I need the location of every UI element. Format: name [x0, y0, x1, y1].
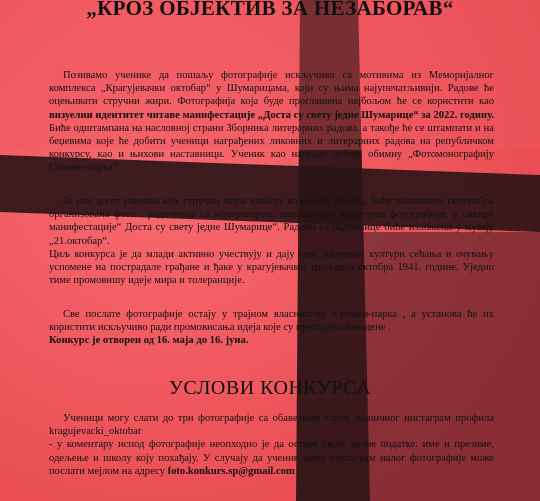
contest-dates: Конкурс је отворен од 16. маја до 16. јуна.: [49, 335, 249, 347]
paragraph-conditions: [49, 412, 494, 478]
section-title-conditions: УСЛОВИ КОНКУРСА: [168, 377, 372, 399]
ownership-text: Све послате фотографије остају у трајном власништву Спомен-парка , а установа ће их користити искључиво ради промовисања идеја које су претходно наведене .: [49, 309, 494, 334]
paragraph-ownership: [49, 308, 494, 348]
intro-text-1: Позивамо ученике да пошаљу фотографије искључиво са мотивима из Меморијалног комплекса „Крагујевачки октобар“ у Шумарицама, који су њима најупечатљивији. Радове ће оцењивати стручни жири. Фотографија која буде проглашена најбољом ће се користити као: [49, 70, 494, 108]
poster-title: „КРОЗ ОБЈЕКТИВ ЗА НЕЗАБОРАВ“: [86, 0, 454, 20]
paragraph-intro: [49, 69, 494, 175]
intro-text-2: Биће одштампана на насловној страни Зборника литерарних радова, а такође ће се штампати и на беџевима које ће добити ученици награђених ликовних и литерарних радова на републичком конкурсу, као и њихови наставници. Ученик као награду добија обимну „Фотомонографију Спомен-парка“.: [49, 122, 494, 174]
conditions-text-1: Ученици могу слати до три фотографије са обавезним тагом званичног инстаграм профила kragujevacki_oktobar: [49, 413, 494, 438]
intro-bold-text: визуелни идентитет читаве манифестације „Доста су свету једне Шумарице“ за 2022. годину.: [49, 109, 494, 121]
goal-text: Циљ конкурса је да млади активно учествују и дају свој допринос култури сећања и очувању успомене на пострадале грађане и ђаке у крагујевачкој трагедији октобра 1941. године. Уједно тиме промовишу идеје мира и толеранције.: [49, 248, 494, 287]
workshop-text: За још десет ученика које стручни жири изабере на основу радова, биће половином септембра организована фото - радионица са модератором, еминентним мајстором фотографије, у оквиру манифестације“ Доста су свету једне Шумарице“. Радови са радионице биће изложени у музеју „21.октобар“.: [49, 196, 494, 247]
contact-email[interactable]: foto.konkurs.sp@gmail.com: [167, 465, 295, 477]
paragraph-workshop: [49, 195, 494, 287]
conditions-text-2: - у коментару испод фотографије неопходно је да оставе своје личне податке: име и презиме, одељење и школу коју похађају. У случају да ученик нема инстаграм налог фотографије може послати мејлом на адресу: [49, 439, 494, 477]
